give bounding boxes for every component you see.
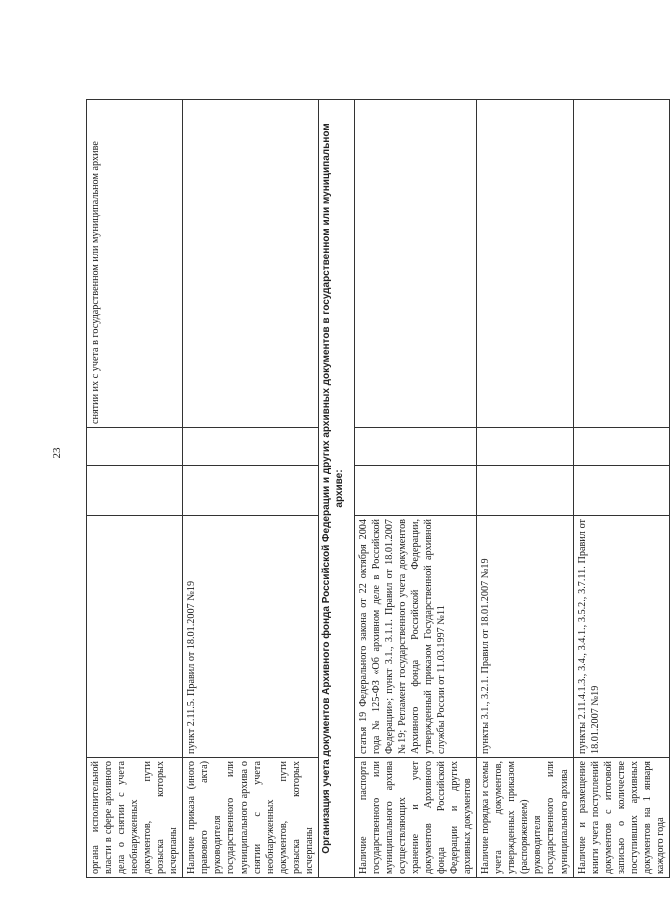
- notes-cell: [354, 100, 476, 428]
- reference-cell: статья 19 Федерального закона от 22 октября 2004 года № 125-ФЗ «Об архивном деле в Российской Федерации»; пункт 3.1., 3.1.1. Правил от 18.01.2007 №19; Регламент государственного учета документов Архивного фонда Российской Федерации, утвержденный приказом Государственной архивной службы России от 11.03.1997 №11: [354, 516, 476, 758]
- answer-yes-cell: [477, 466, 573, 516]
- table-row: [477, 100, 573, 878]
- notes-cell: [573, 100, 669, 428]
- requirement-cell: Наличие паспорта государственного или муниципального архива осуществляющих хранение и учет документов Архивного фонда Российской Федерации и других архивных документов: [354, 758, 476, 878]
- answer-no-cell: [573, 428, 669, 466]
- reference-cell: пункты 2.11.4.1.3., 3.4., 3.4.1., 3.5.2., 3.7.11. Правил от 18.01.2007 №19: [573, 516, 669, 758]
- answer-yes-cell: [573, 466, 669, 516]
- requirement-cell: Наличие и размещение книги учета поступлений документов с итоговой записью о количестве поступивших архивных документов на 1 января каждого года: [573, 758, 669, 878]
- table-row: [183, 100, 318, 878]
- answer-no-cell: [183, 428, 318, 466]
- table-row: [87, 100, 183, 878]
- answer-yes-cell: [87, 466, 183, 516]
- answer-yes-cell: [354, 466, 476, 516]
- requirement-cell: Наличие порядка и схемы учета документов, утвержденных приказом (распоряжением) руководителя государственного или муниципального архива: [477, 758, 573, 878]
- page-number: 23: [51, 447, 63, 459]
- table-row: [573, 100, 669, 878]
- requirement-cell: Наличие приказа (иного правового акта) руководителя государственного или муниципального архива о снятии с учета необнаруженных документов, пути розыска которых исчерпаны: [183, 758, 318, 878]
- answer-no-cell: [354, 428, 476, 466]
- requirement-cell: органа исполнительной власти в сфере архивного дела о снятии с учета необнаруженных документов, пути розыска которых исчерпаны: [87, 758, 183, 878]
- section-heading: Организация учета документов Архивного фонда Российской Федерации и других архивных документов в государственном или муниципальном архиве:: [318, 100, 354, 878]
- checklist-table: [86, 99, 670, 878]
- table-row: [354, 100, 476, 878]
- notes-cell: [477, 100, 573, 428]
- answer-yes-cell: [183, 466, 318, 516]
- reference-cell: [87, 516, 183, 758]
- reference-cell: пункт 2.11.5. Правил от 18.01.2007 №19: [183, 516, 318, 758]
- answer-no-cell: [87, 428, 183, 466]
- notes-cell: снятии их с учета в государственном или муниципальном архиве: [87, 100, 183, 428]
- notes-cell: [183, 100, 318, 428]
- answer-no-cell: [477, 428, 573, 466]
- reference-cell: пункты 3.1., 3.2.1. Правил от 18.01.2007 №19: [477, 516, 573, 758]
- rotated-table-wrapper: [86, 100, 666, 878]
- section-row: [318, 100, 354, 878]
